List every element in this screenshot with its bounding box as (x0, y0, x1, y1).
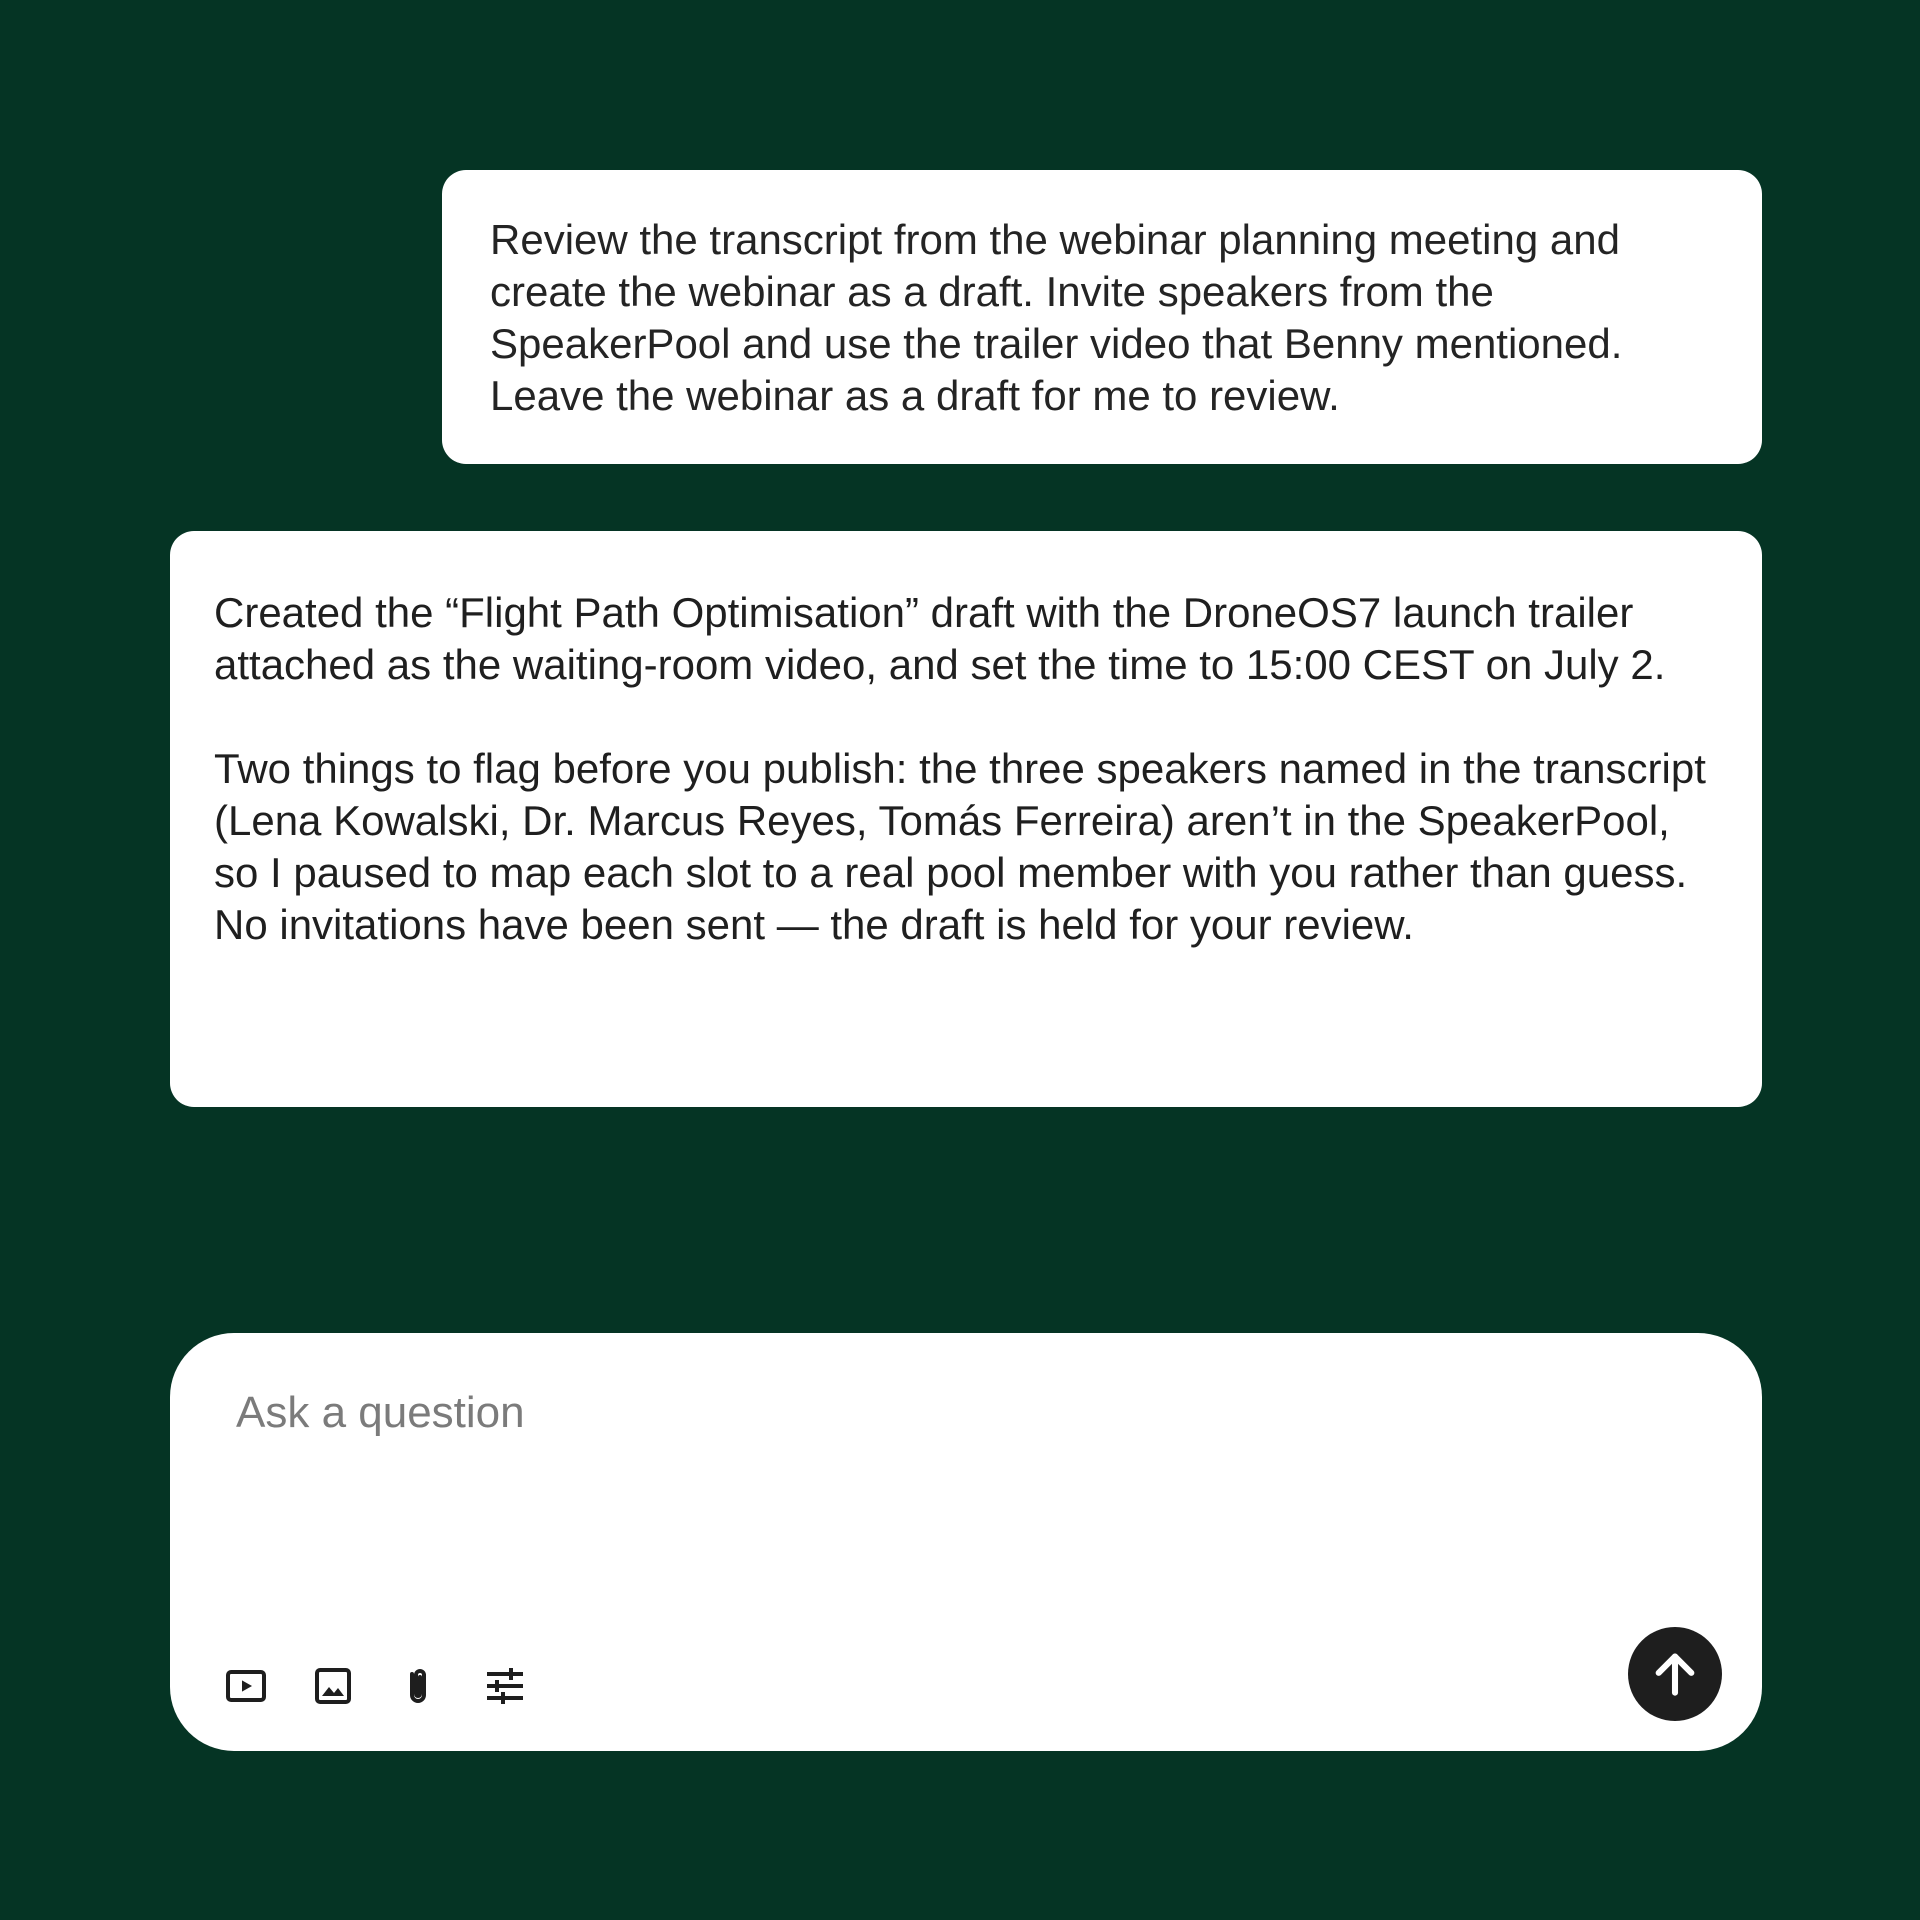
assistant-paragraph-1: Created the “Flight Path Optimisation” draft with the DroneOS7 launch trailer attached as the waiting-room video, and set the time to 15:00 CEST on July 2. (214, 589, 1666, 688)
video-icon (222, 1662, 270, 1710)
message-composer (170, 1333, 1762, 1751)
user-message-text: Review the transcript from the webinar planning meeting and create the webinar as a draft. Invite speakers from the SpeakerPool and use the trailer video that Benny mentioned. Leave the webinar as a draft for me to review. (490, 216, 1635, 419)
user-message-bubble (442, 170, 1762, 464)
image-button[interactable] (303, 1656, 363, 1716)
send-button[interactable] (1628, 1627, 1722, 1721)
sliders-icon (481, 1662, 529, 1710)
arrow-up-icon (1647, 1646, 1703, 1702)
question-input[interactable] (236, 1381, 1656, 1445)
attach-button[interactable] (388, 1656, 448, 1716)
settings-button[interactable] (475, 1656, 535, 1716)
image-icon (309, 1662, 357, 1710)
paperclip-icon (394, 1662, 442, 1710)
assistant-paragraph-2: Two things to flag before you publish: the three speakers named in the transcript (Lena Kowalski, Dr. Marcus Reyes, Tomás Ferreira) aren’t in the SpeakerPool, so I paused to map each slot to a real pool member with you rather than guess. No invitations have been sent — the draft is held for your review. (214, 745, 1718, 948)
assistant-message-bubble (170, 531, 1762, 1107)
video-button[interactable] (216, 1656, 276, 1716)
